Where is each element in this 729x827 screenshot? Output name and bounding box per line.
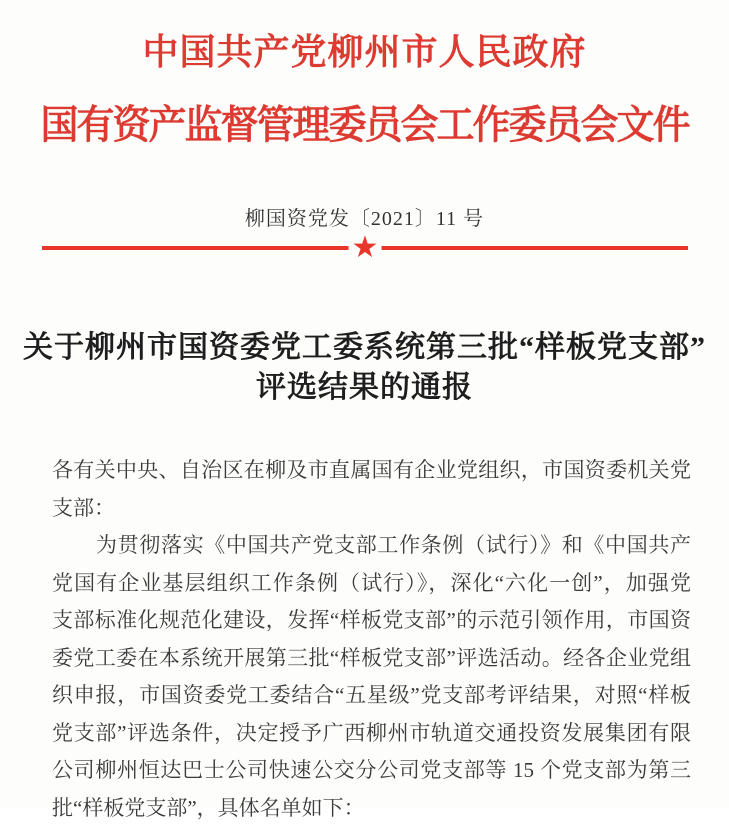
document-title-line1: 关于柳州市国资委党工委系统第三批“样板党支部” [23,331,706,364]
document-title [20,328,709,408]
body-line: 各有关中央、自治区在柳及市直属国有企业党组织，市国资委机关党 [52,452,691,490]
body-line: 党国有企业基层组织工作条例（试行）》，深化“六化一创”，加强党 [52,565,691,603]
org-title: 国有资产监督管理委员会工作委员会文件 [0,101,729,151]
body-line: 党支部”评选条件，决定授予广西柳州市轨道交通投资发展集团有限 [52,715,691,753]
body-line: 批“样板党支部”，具体名单如下： [52,790,691,827]
document-title-line2: 评选结果的通报 [256,371,473,404]
document-number: 柳国资党发〔2021〕11 号 [0,206,729,232]
body-line: 公司柳州恒达巴士公司快速公交分公司党支部等 15 个党支部为第三 [52,752,691,790]
body-line: 支部标准化规范化建设，发挥“样板党支部”的示范引领作用，市国资 [52,602,691,640]
red-divider [42,246,688,276]
body-line: 委党工委在本系统开展第三批“样板党支部”评选活动。经各企业党组 [52,640,691,678]
document-body [0,452,729,827]
body-line: 织申报，市国资委党工委结合“五星级”党支部考评结果，对照“样板 [52,677,691,715]
issuer-title: 中国共产党柳州市人民政府 [0,0,729,74]
body-line: 支部： [52,490,691,528]
star-icon: ★ [349,231,382,265]
body-line: 为贯彻落实《中国共产党支部工作条例（试行）》和《中国共产 [52,527,691,565]
